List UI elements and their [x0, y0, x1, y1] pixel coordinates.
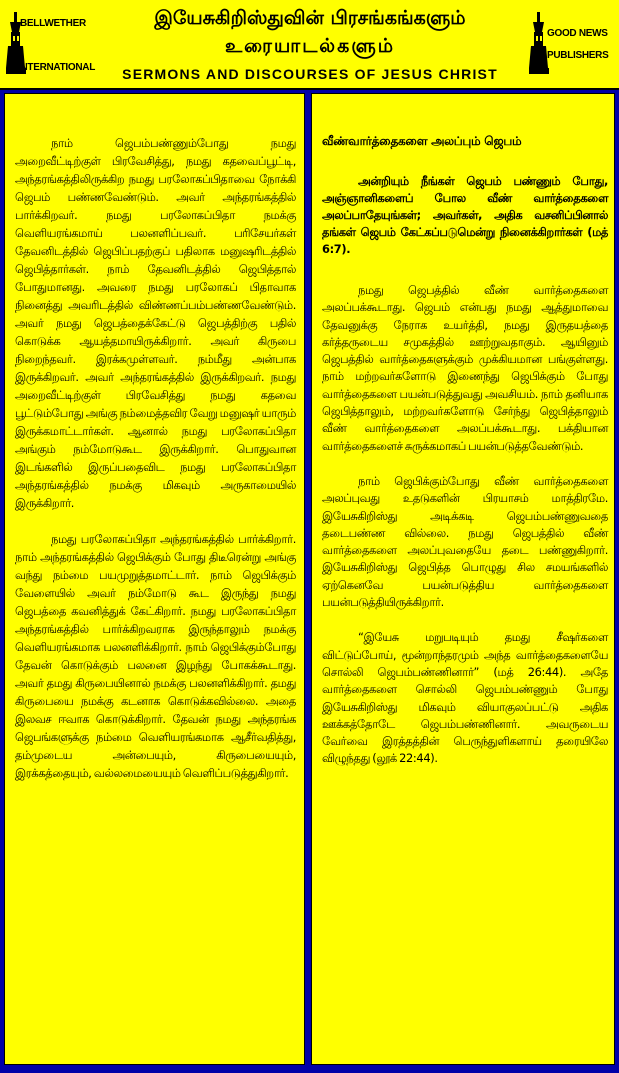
title-english: SERMONS AND DISCOURSES OF JESUS CHRIST [122, 66, 498, 82]
left-paragraph-2: நமது பரலோகப்பிதா அந்தரங்கத்தில் பார்க்கிறார். நாம் அந்தரங்கத்தில் ஜெபிக்கும் போது திடீரென்று அங்கு வந்து நம்மை பயமுறுத்தமாட்டார். நாம் ஜெபிக்கும் வேளையில் அவர் நம்மோடு கூட இருந்து நமது ஜெபத்தை கவனித்துக் கேட்கிறார். நமது பரலோகப்பிதா அந்தரங்கத்தில் பார்க்கிறவராக இருந்தாலும் நமக்கு வெளியரங்கமாக பலனளிக்கிறார். நாம் ஜெபிக்கும்போது தேவன் கொடுக்கும் பலனை இழந்து போகக்கூடாது. அவர் தமது கிருபையினால் நமக்கு பலனளிக்கிறார். தமது கிருபையை நமக்கு கடனாக கொடுக்கவில்லை. அதை இலவச ஈவாக கொடுக்கிறார். தேவன் நமது அந்தரங்க ஜெபங்களுக்கு நம்மை வெளியரங்கமாக ஆசீர்வதித்து, தம்முடைய அன்பையும், கிருபையையும், இரக்கத்தையும், வல்லமையையும் வெளிப்படுத்துகிறார். [15, 532, 296, 780]
header-banner [0, 0, 619, 90]
right-text-column [311, 93, 615, 1065]
left-text-column [4, 93, 305, 1065]
scripture-verse: அன்றியும் நீங்கள் ஜெபம் பண்ணும் போது, அஞ்ஞானிகளைப் போல வீண் வார்த்தைகளை அலப்பாதேயுங்கள்; அவர்கள், அதிக வசனிப்பினால் தங்கள் ஜெபம் கேட்கப்படுமென்று நினைக்கிறார்கள் (மத் 6:7). [322, 174, 608, 256]
left-paragraph-1: நாம் ஜெபம்பண்ணும்போது நமது அறைவீட்டிற்குள் பிரவேசித்து, நமது கதவைப்பூட்டி, அந்தரங்கத்திலிருக்கிற நமது பரலோகப்பிதாவை நோக்கி ஜெபம் பண்ணவேண்டும். அவர் அந்தரங்கத்தில் பார்க்கிறவர். நமது பரலோகப்பிதா நமக்கு வெளியரங்கமாய் பலனளிப்பவர். பரிசேயர்கள் தேவனிடத்தில் ஜெபிப்பதற்குப் பதிலாக மனுஷரிடத்தில் ஜெபித்தார்கள். நாம் தேவனிடத்தில் ஜெபித்தால் போதுமானது. அவரை நமது பரலோகப் பிதாவாக நினைத்து அவரிடத்தில் விண்ணப்பம்பண்ணவேண்டும். அவர் நமது ஜெபத்தைக்கேட்டு ஜெபத்திற்கு பதில் கொடுக்க ஆயத்தமாயிருக்கிறார். அவர் கிருபை நிறைந்தவர். இரக்கமுள்ளவர். நம்மீது அன்பாக இருக்கிறவர். அவர் அந்தரங்கத்தில் இருக்கிறவர். நமது அறைவீட்டிற்குள் பிரவேசித்து நமது கதவை பூட்டும்போது அங்கு நம்மைத்தவிர வேறு மனுஷர் யாரும் இருக்கமாட்டார்கள். ஆனால் நமது பரலோகப்பிதா அங்கும் நம்மோடுகூட இருக்கிறார். பொதுவான இடங்களில் இருப்பதைவிட நமது பரலோகப்பிதா அந்தரங்கத்தில் நமக்கு மிகவும் அருகாமையில் இருக்கிறார். [15, 136, 296, 510]
right-paragraph-1: நமது ஜெபத்தில் வீண் வார்த்தைகளை அலப்பக்கூடாது. ஜெபம் என்பது நமது ஆத்துமாவை தேவனுக்கு நேராக உயர்த்தி, நமது இருதயத்தை கர்த்தருடைய சமுகத்தில் ஊற்றுவதாகும். ஆயினும் ஜெபத்தில் வார்த்தைகளுக்கும் முக்கியமான பங்குள்ளது. நாம் மற்றவர்களோடு இணைந்து ஜெபிக்கும் போது வார்த்தைகளை பயன்படுத்துவது அவசியம். நாம் தனியாக ஜெபித்தாலும், மற்றவர்களோடு சேர்ந்து ஜெபித்தாலும் வீண் வார்த்தைகளை அலப்பக்கூடாது. பக்தியான வார்த்தைகளைச் சுருக்கமாகப் பயன்படுத்தவேண்டும். [322, 283, 608, 453]
right-logo-line1: GOOD NEWS [547, 28, 608, 39]
right-paragraph-2: நாம் ஜெபிக்கும்போது வீண் வார்த்தைகளை அலப்புவது உதடுகளின் பிரயாசம் மாத்திரமே. இயேசுகிறிஸ்து அடிக்கடி ஜெபம்பண்ணுவதை தடைபண்ண வில்லை. நமது ஜெபத்தில் வீண் வார்த்தைகளை அலப்புவதையே தடை பண்ணுகிறார். இயேசுகிறிஸ்து ஜெபித்த பொழுது சில சமயங்களில் ஏற்கெனவே பயன்படுத்திய வார்த்தைகளை பயன்படுத்தியிருக்கிறார். [322, 473, 608, 610]
right-logo-line2: PUBLISHERS [547, 50, 609, 61]
left-logo-line2: INTERNATIONAL [18, 62, 96, 73]
section-title: வீண்வார்த்தைகளை அலப்பும் ஜெபம் [322, 134, 522, 148]
bellwether-logo [6, 6, 96, 78]
title-tamil-line2: உரையாடல்களும் [224, 35, 396, 57]
right-paragraph-3: “இயேசு மறுபடியும் தமது சீஷர்களை விட்டுப்போய், மூன்றாந்தரமும் அந்த வார்த்தைகளையே சொல்லி ஜெபம்பண்ணினார்” (மத் 26:44). அதே வார்த்தைகளை சொல்லி ஜெபம்பண்ணும் போது இயேசுகிறிஸ்து மிகவும் வியாகுலப்பட்டு அதிக ஊக்கத்தோடே ஜெபம்பண்ணினார். அவருடைய வேர்வை இரத்தத்தின் பெருந்துளிகளாய் தரையிலே விழுந்தது (லூக் 22:44). [322, 630, 608, 766]
title-tamil-line1: இயேசுகிறிஸ்துவின் பிரசங்கங்களும் [154, 7, 466, 29]
left-logo-line1: BELLWETHER [20, 18, 86, 29]
good-news-logo [529, 6, 615, 78]
tower-icon [529, 12, 551, 74]
